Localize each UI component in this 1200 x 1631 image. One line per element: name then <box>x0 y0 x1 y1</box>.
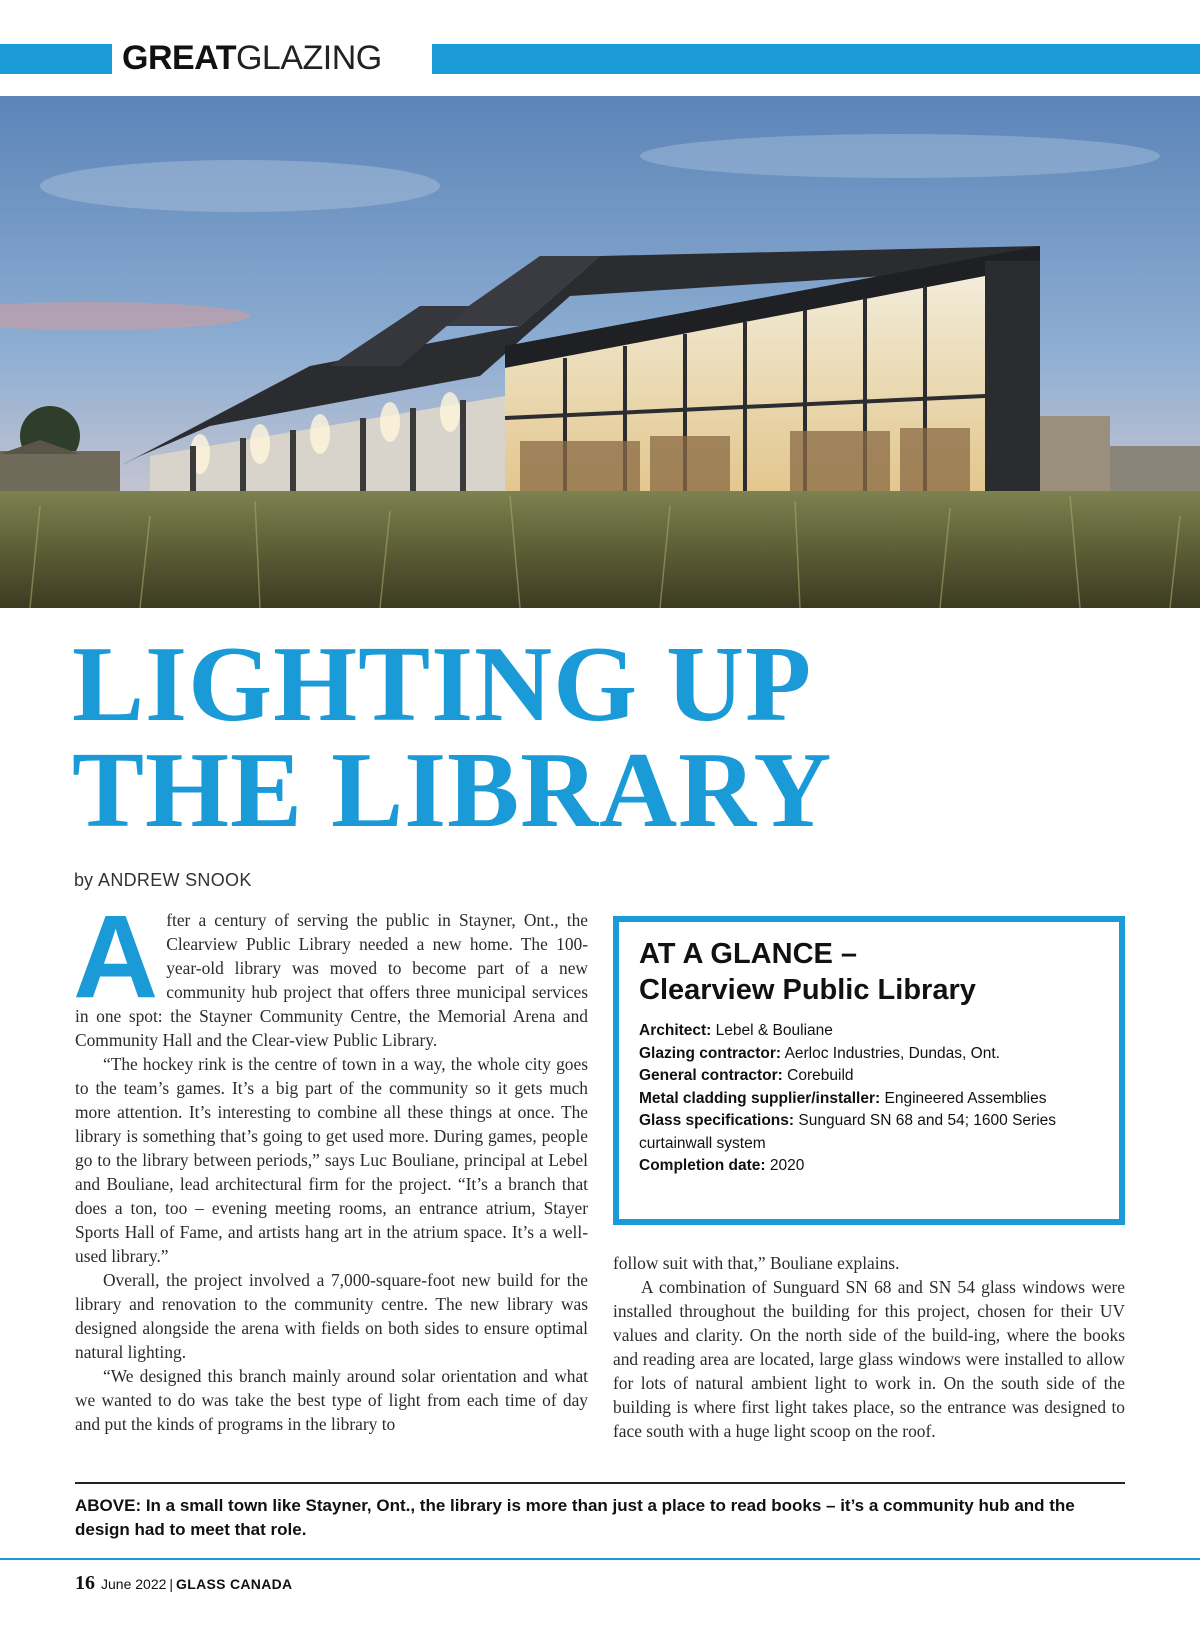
drop-cap: A <box>73 891 159 1023</box>
header-bar-left <box>0 44 112 74</box>
issue-date: June 2022 <box>101 1576 167 1592</box>
glance-value: Sunguard SN 68 and 54; 1600 Series curtainwall system <box>639 1112 1057 1152</box>
article-column-right <box>613 1251 1125 1443</box>
glance-label: Completion date: <box>639 1157 766 1174</box>
article-headline <box>72 625 1152 850</box>
article-paragraph: “We designed this branch mainly around solar orientation and what we wanted to do was take the best type of light from each time of day and put the kinds of programs in the library to <box>75 1366 588 1434</box>
glance-item-glazing-contractor <box>639 1043 1099 1066</box>
glance-value: Lebel & Bouliane <box>715 1022 833 1039</box>
article-paragraph: A combination of Sunguard SN 68 and SN 54 glass windows were installed throughout the building for this project, chosen for their UV values and clarity. On the north side of the build-ing, where the books and reading area are located, large glass windows were installed to allow for lots of natural ambient light to work in. On the south side of the building is where first light takes place, so the entrance was designed to face south with a huge light scoop on the roof. <box>613 1277 1125 1441</box>
page-footer <box>75 1568 292 1598</box>
glance-value: Engineered Assemblies <box>884 1089 1047 1107</box>
article-paragraph: “The hockey rink is the centre of town in a way, the whole city goes to the team’s games. It’s a big part of the community so it gets much more attention. It’s interesting to combine all these things at once. The library is something that’s going to get used more. During games, people go to the library between periods,” says Luc Bouliane, principal at Lebel and Bouliane, lead architectural firm for the project. “It’s a branch that does a ton, too – evening meeting rooms, an entrance atrium, Stayer Sports Hall of Fame, and artists hang art in the atrium space. It’s a well-used library.” <box>75 1054 588 1266</box>
glance-item-completion-date <box>639 1155 1099 1178</box>
glance-label: Glass specifications: <box>639 1112 795 1129</box>
byline-prefix: by <box>74 870 94 890</box>
magazine-name: GLASS CANADA <box>176 1576 293 1592</box>
footer-separator: | <box>169 1576 174 1592</box>
byline <box>74 870 252 891</box>
article-paragraph: follow suit with that,” Bouliane explains. <box>613 1253 900 1273</box>
at-a-glance-title-line-2: Clearview Public Library <box>639 974 976 1006</box>
library-photo <box>0 96 1200 608</box>
glance-label: Glazing contractor: <box>639 1044 782 1062</box>
glance-value: Aerloc Industries, Dundas, Ont. <box>784 1044 1000 1062</box>
glance-label: General contractor: <box>639 1067 783 1084</box>
glance-item-metal-cladding <box>639 1088 1099 1111</box>
headline-line-1: LIGHTING UP <box>72 625 813 744</box>
at-a-glance-title-line-1: AT A GLANCE – <box>639 938 858 970</box>
glance-label: Metal cladding supplier/installer: <box>639 1089 881 1107</box>
article-column-left <box>73 891 588 1436</box>
glance-item-general-contractor <box>639 1065 1099 1088</box>
glance-label: Architect: <box>639 1022 712 1039</box>
glance-value: 2020 <box>769 1157 805 1174</box>
caption-rule <box>75 1482 1125 1484</box>
page-number: 16 <box>75 1572 95 1594</box>
glance-item-glass-specifications <box>639 1110 1099 1155</box>
headline-line-2: THE LIBRARY <box>72 731 833 850</box>
byline-author: ANDREW SNOOK <box>98 870 252 890</box>
section-title <box>122 36 382 80</box>
header-bar-right <box>432 44 1200 74</box>
glance-item-architect <box>639 1020 1099 1043</box>
footer-rule <box>0 1558 1200 1560</box>
photo-caption: ABOVE: In a small town like Stayner, Ont., the library is more than just a place to read books – it’s a community hub and the design had to meet that role. <box>75 1496 1075 1539</box>
article-paragraph-text: fter a century of serving the public in Stayner, Ont., the Clearview Public Library needed a new home. The 100-year-old library was moved to become part of a new community hub project that offers three municipal services in one spot: the Stayner Community Centre, the Memorial Arena and Community Hall and the Clear-view Public Library. <box>75 910 588 1050</box>
at-a-glance-box <box>613 916 1125 1225</box>
at-a-glance-title <box>639 936 1099 1008</box>
article-paragraph <box>73 891 588 1052</box>
glance-value: Corebuild <box>787 1067 854 1084</box>
section-title-bold: GREAT <box>122 39 236 77</box>
article-paragraph: Overall, the project involved a 7,000-square-foot new build for the library and renovation to the community centre. The new library was designed alongside the arena with fields on both sides to ensure optimal natural lighting. <box>75 1270 588 1362</box>
section-title-light: GLAZING <box>235 39 382 77</box>
